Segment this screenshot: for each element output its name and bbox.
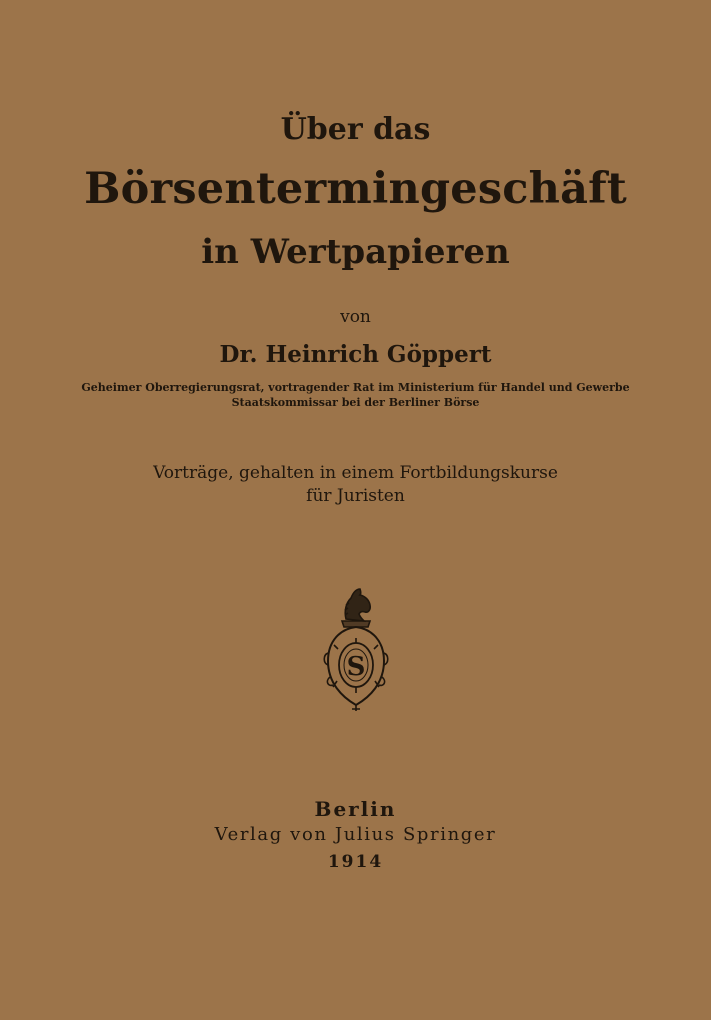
lecture-note-line-1: Vorträge, gehalten in einem Fortbildungskurse bbox=[153, 463, 558, 483]
by-label: von bbox=[340, 307, 371, 327]
title-line-2: Börsentermingeschäft bbox=[84, 164, 627, 214]
publisher-name: Verlag von Julius Springer bbox=[214, 824, 497, 845]
lecture-note-line-2: für Juristen bbox=[306, 486, 405, 506]
title-line-1: Über das bbox=[280, 112, 431, 147]
author-name: Dr. Heinrich Göppert bbox=[219, 341, 492, 368]
logo-monogram: S bbox=[346, 652, 366, 682]
springer-knight-emblem-icon bbox=[320, 583, 392, 715]
title-line-3: in Wertpapieren bbox=[201, 232, 510, 272]
publisher-city: Berlin bbox=[314, 797, 397, 821]
publication-year: 1914 bbox=[327, 852, 384, 872]
author-role-line-1: Geheimer Oberregierungsrat, vortragender Rat im Ministerium für Handel und Gewerbe bbox=[81, 381, 630, 394]
author-role-line-2: Staatskommissar bei der Berliner Börse bbox=[231, 396, 480, 409]
